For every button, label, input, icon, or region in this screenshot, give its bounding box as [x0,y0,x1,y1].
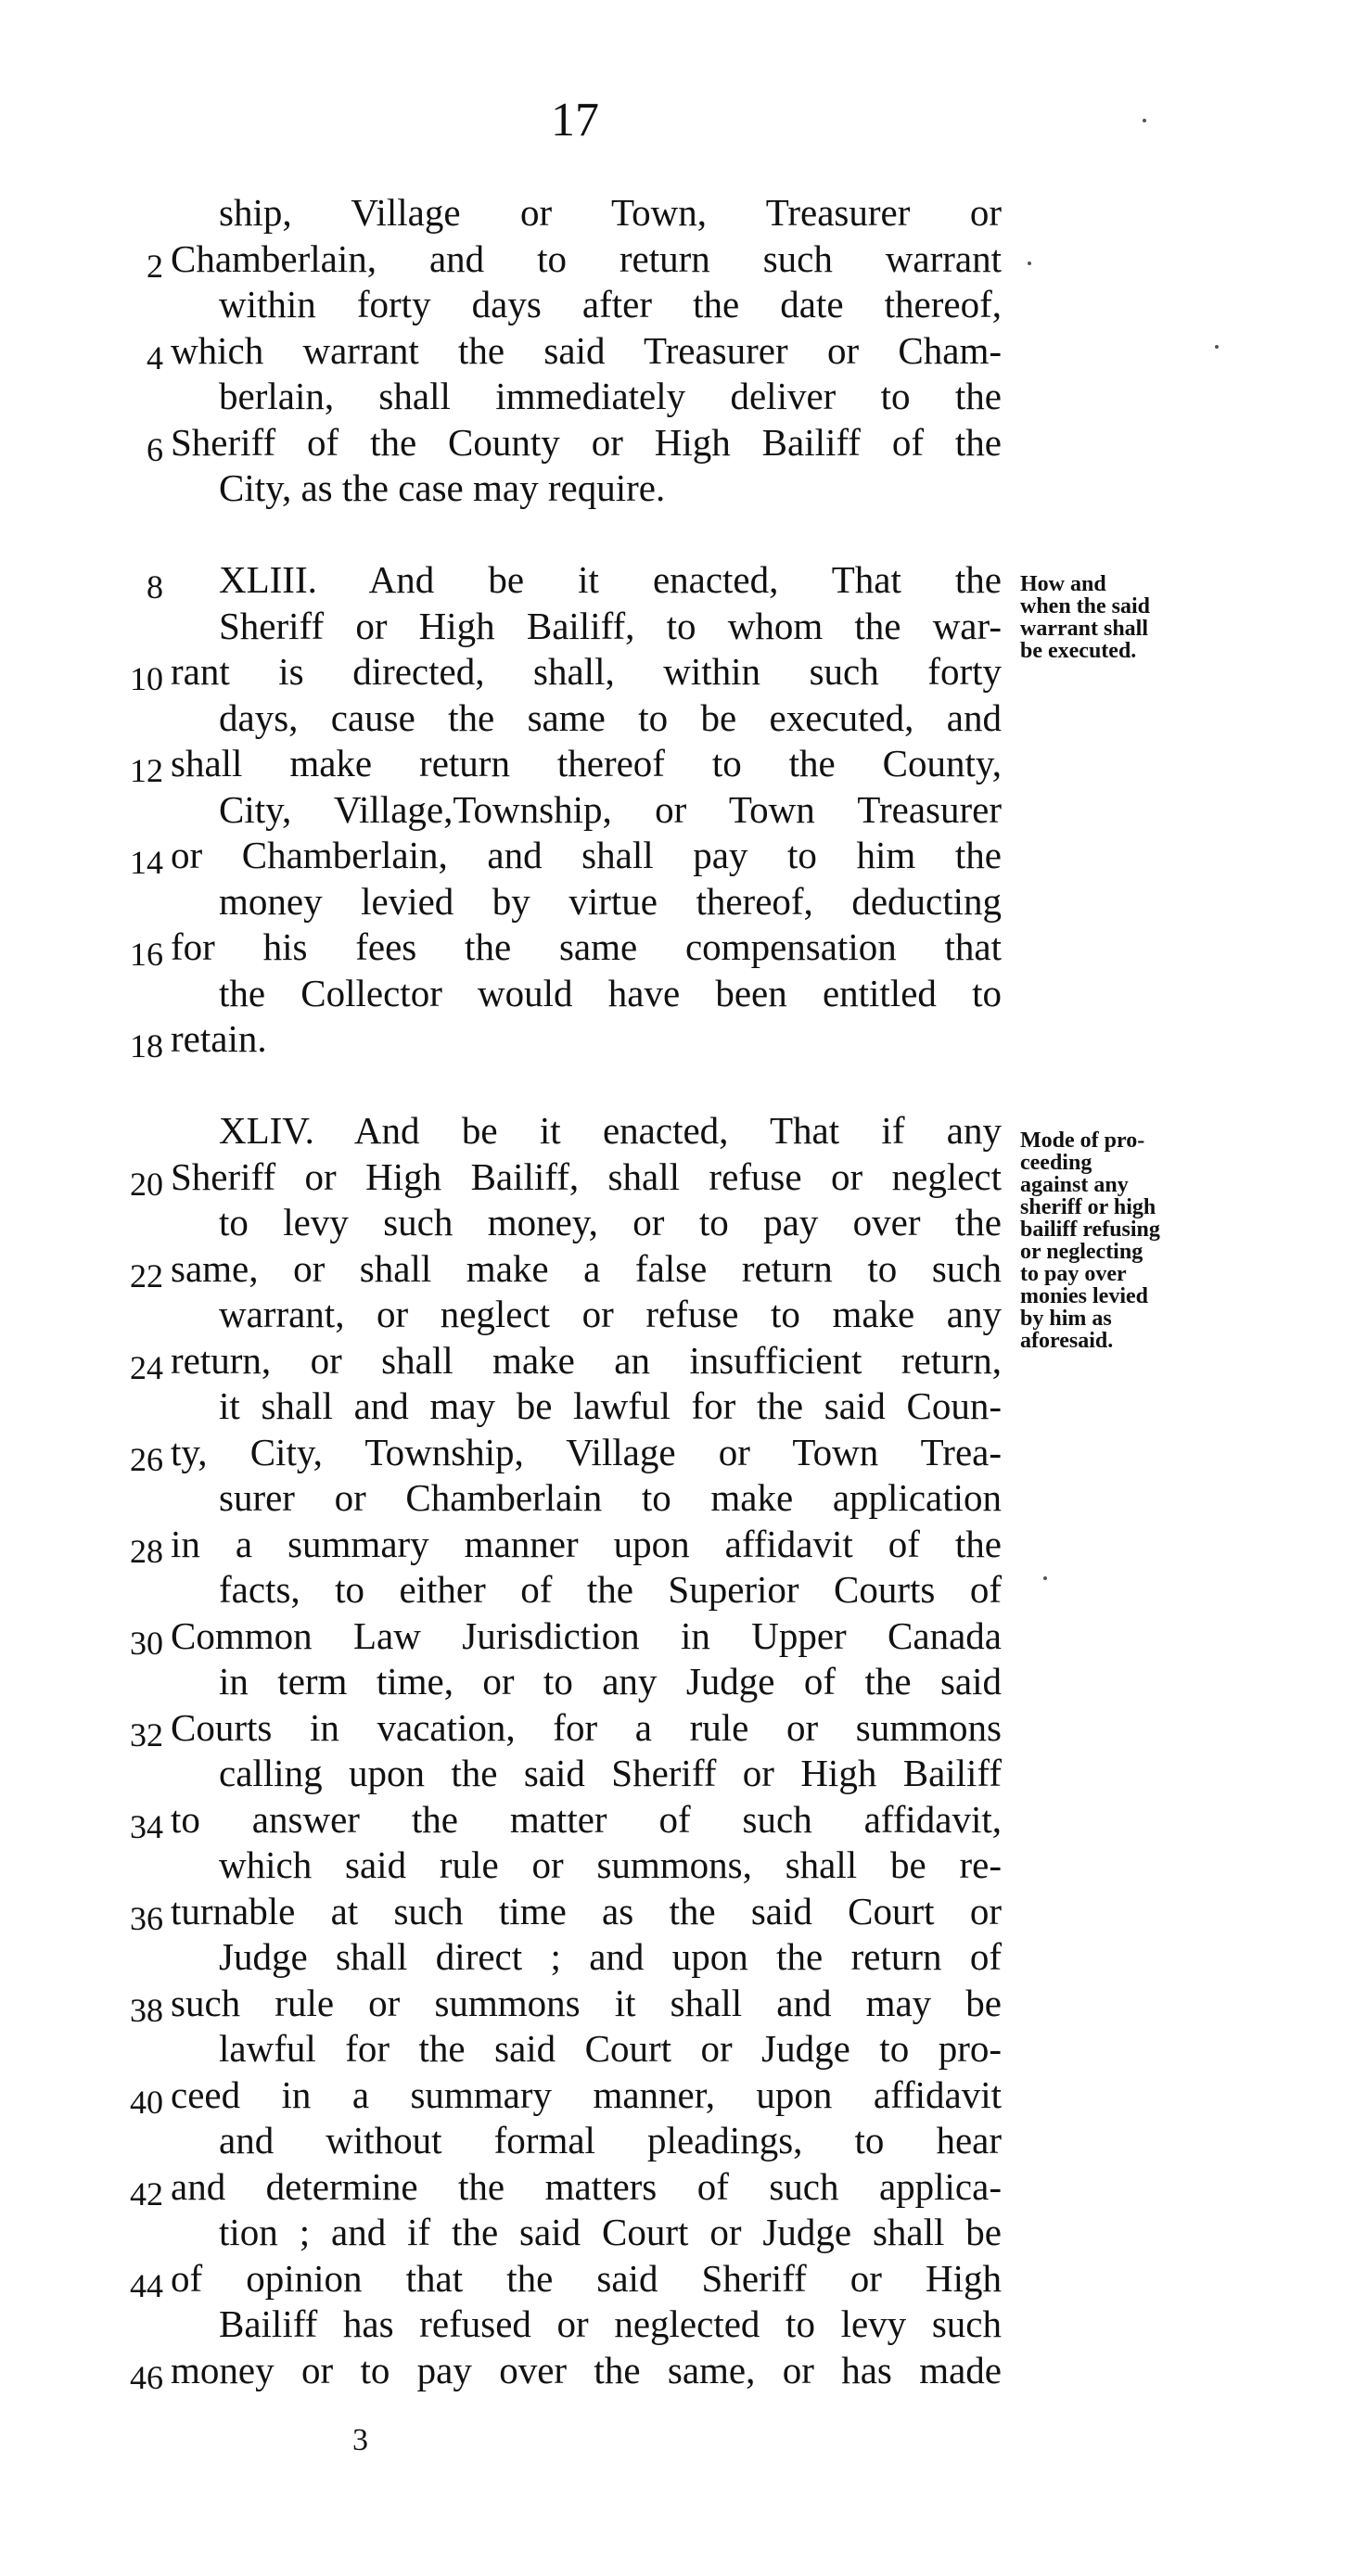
text-line [139,879,1002,925]
text-line [139,1567,1002,1613]
line-text: calling upon the said Sheriff or High Bailiff [219,1752,1002,1794]
text-line [130,741,1002,789]
text-line [139,2118,1002,2164]
line-text: Judge shall direct ; and upon the return of [219,1935,1002,1978]
line-text: berlain, shall immediately deliver to the [219,375,1002,417]
text-line [130,2256,1002,2304]
text-line [130,2072,1002,2121]
text-line [139,282,1002,328]
line-text: in a summary manner upon affidavit of the [171,1522,1002,1565]
line-text: in term time, or to any Judge of the said [219,1660,1002,1702]
margin-note-line: How and [1020,572,1106,596]
line-number: 32 [130,1715,163,1753]
signature-mark: 3 [352,2423,368,2457]
line-text: XLIII. And be it enacted, That the [219,558,1002,601]
body-text [130,190,1002,2396]
print-speck [1028,261,1031,265]
margin-note-line: bailiff refusing [1020,1218,1160,1242]
text-line [130,1154,1002,1203]
text-line [139,787,1002,834]
line-text: or Chamberlain, and shall pay to him the [171,834,1002,876]
text-line [139,190,1002,236]
line-text: Courts in vacation, for a rule or summons [171,1705,1002,1749]
line-text: to levy such money, or to pay over the [219,1201,1002,1243]
line-number: 26 [130,1440,163,1478]
line-number: 6 [147,430,163,468]
line-number: 20 [130,1165,163,1203]
line-text: tion ; and if the said Court or Judge shall be [219,2211,1002,2253]
text-line [130,833,1002,881]
text-line [139,971,1002,1017]
margin-note-line: when the said [1020,594,1151,618]
line-number: 10 [130,660,163,697]
line-number: 44 [130,2266,163,2304]
line-text: surer or Chamberlain to make application [219,1476,1002,1519]
line-number: 2 [147,247,163,285]
print-speck [1143,119,1146,122]
line-text: of opinion that the said Sheriff or High [171,2256,1002,2300]
text-line [139,1934,1002,1981]
line-number: 18 [130,1027,163,1065]
line-text: retain. [171,1017,267,1060]
line-text: for his fees the same compensation that [171,925,1002,968]
line-text: it shall and may be lawful for the said Coun- [219,1384,1002,1427]
line-text: money or to pay over the same, or has made [171,2348,1002,2391]
text-line [130,1981,1002,2029]
line-text: money levied by virtue thereof, deducting [219,879,1002,923]
margin-note-line: warrant shall [1020,617,1148,641]
line-number: 38 [130,1991,163,2029]
text-line [130,649,1002,697]
margin-note-line: monies levied [1020,1284,1148,1308]
text-line [130,1889,1002,1937]
line-text: Bailiff has refused or neglected to levy such [219,2302,1002,2345]
text-line [139,1659,1002,1705]
text-line [139,2026,1002,2072]
line-number: 12 [130,752,163,789]
line-text: which said rule or summons, shall be re- [219,1843,1002,1886]
line-text: such rule or summons it shall and may be [171,1981,1002,2024]
print-speck [1215,345,1219,349]
text-line [139,557,1002,604]
line-text: City, Village,Township, or Town Treasurer [219,787,1002,831]
line-number: 22 [130,1256,163,1294]
text-line [130,2164,1002,2213]
line-number: 34 [130,1807,163,1845]
line-number: 40 [130,2083,163,2121]
text-line [130,1522,1002,1570]
line-text: return, or shall make an insufficient return, [171,1338,1002,1382]
text-line [130,1016,1002,1065]
line-text: City, as the case may require. [219,466,666,509]
line-text: the Collector would have been entitled to [219,971,1002,1014]
paragraph-gap [139,1063,1002,1109]
line-text: to answer the matter of such affidavit, [171,1797,1002,1841]
text-line [130,1797,1002,1845]
margin-note-line: ceeding [1020,1151,1092,1175]
print-speck [1043,1576,1047,1580]
text-line [139,465,1002,512]
text-line [139,2210,1002,2256]
line-text: same, or shall make a false return to such [171,1246,1002,1290]
line-text: ceed in a summary manner, upon affidavit [171,2072,1002,2116]
text-line [130,1613,1002,1662]
text-line [139,604,1002,650]
text-line [139,236,1002,283]
line-text: ship, Village or Town, Treasurer or [219,191,1002,234]
text-line [139,1200,1002,1246]
line-number: 8 [147,568,163,606]
line-text: days, cause the same to be executed, and [219,695,1002,739]
line-number: 14 [130,844,163,881]
line-text: and determine the matters of such applica- [171,2164,1002,2208]
margin-note-line: to pay over [1020,1262,1127,1286]
paragraph-gap [139,512,1002,558]
text-line [139,1843,1002,1889]
line-text: Sheriff or High Bailiff, to whom the war- [219,604,1002,647]
text-line [139,374,1002,420]
line-number: 16 [130,936,163,973]
line-number: 36 [130,1899,163,1937]
line-text: warrant, or neglect or refuse to make any [219,1293,1002,1335]
margin-note-line: sheriff or high [1020,1195,1156,1219]
text-line [139,420,1002,466]
text-line [130,1430,1002,1478]
margin-note-line: by him as [1020,1307,1112,1331]
text-line [139,328,1002,375]
line-text: XLIV. And be it enacted, That if any [219,1109,1002,1152]
margin-note-line: against any [1020,1173,1129,1197]
margin-note-line: Mode of pro- [1020,1129,1145,1153]
text-line [130,1705,1002,1753]
text-line [139,1384,1002,1430]
margin-note-line: be executed. [1020,639,1137,663]
line-text: which warrant the said Treasurer or Cham- [171,328,1002,372]
line-text: within forty days after the date thereof, [219,283,1002,325]
text-line [139,1292,1002,1338]
line-text: Sheriff of the County or High Bailiff of the [171,420,1002,464]
margin-note-mode-of-proceeding [1020,1129,1233,1352]
line-number: 4 [147,338,163,376]
text-line [130,1246,1002,1294]
text-line [139,2302,1002,2348]
text-line [130,2348,1002,2396]
line-text: shall make return thereof to the County, [171,742,1002,784]
text-line [130,925,1002,973]
line-number: 30 [130,1624,163,1662]
line-text: Sheriff or High Bailiff, shall refuse or neglect [171,1154,1002,1198]
line-text: turnable at such time as the said Court or [171,1889,1002,1932]
line-text: and without formal pleadings, to hear [219,2119,1002,2162]
text-line [130,1338,1002,1386]
line-text: Common Law Jurisdiction in Upper Canada [171,1613,1002,1657]
line-text: ty, City, Township, Village or Town Trea- [171,1430,1002,1473]
margin-note-line: or neglecting [1020,1240,1143,1264]
line-number: 28 [130,1532,163,1570]
line-number: 24 [130,1348,163,1386]
text-line [139,1475,1002,1522]
line-text: rant is directed, shall, within such forty [171,650,1002,693]
text-line [139,1108,1002,1154]
line-number: 42 [130,2174,163,2213]
line-text: facts, to either of the Superior Courts of [219,1568,1002,1611]
page-number: 17 [551,94,599,147]
line-text: lawful for the said Court or Judge to pro- [219,2027,1002,2070]
margin-note-line: aforesaid. [1020,1329,1114,1353]
line-number: 46 [130,2358,163,2396]
margin-note-warrant-execution [1020,573,1233,662]
text-line [139,1751,1002,1797]
line-text: Chamberlain, and to return such warrant [171,236,1002,280]
text-line [139,695,1002,742]
